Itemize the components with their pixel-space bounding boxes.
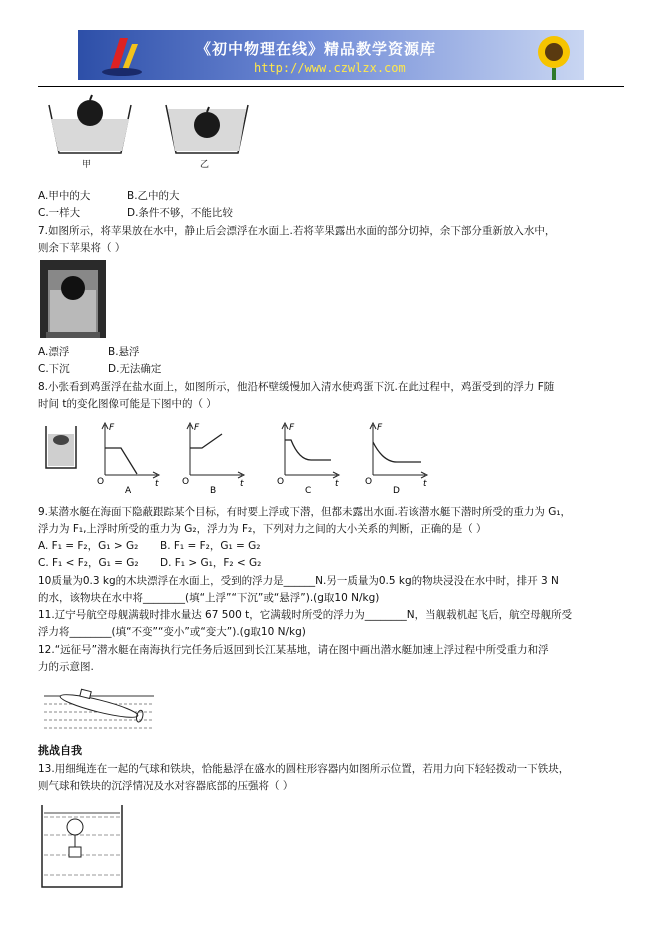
graph-a-yaxis: F (109, 423, 115, 433)
q9-text-2: 浮力为 F₁,上浮时所受的重力为 G₂，浮力为 F₂，下列对力之间的大小关系的判断，正确的是（ ） (38, 523, 487, 535)
q7-text-2: 则余下苹果将（ ） (38, 242, 126, 254)
q10-text-2: 的水，该物块在水中将________(填“上浮”“下沉”或“悬浮”).(g取10 N/kg) (38, 592, 380, 604)
graph-a-origin: O (97, 477, 105, 487)
graph-b-letter: B (210, 486, 217, 496)
graph-c (277, 423, 339, 496)
q8-text-2: 时间 t的变化图像可能是下图中的（ ） (38, 398, 217, 410)
q11-text-2: 浮力将________(填“不变”“变小”或“变大”).(g取10 N/kg) (38, 626, 306, 638)
cup-figure-b (162, 95, 252, 157)
q10-text-1: 10质量为0.3 kg的木块漂浮在水面上，受到的浮力是______N.另一质量为0.5 kg的物块浸没在水中时，排开 3 N (38, 575, 559, 587)
graph-d-origin: O (365, 477, 373, 487)
q7-option-d: D.无法确定 (108, 363, 162, 375)
q7-option-c: C.下沉 (38, 363, 70, 375)
graph-d-letter: D (393, 486, 400, 496)
graph-a (97, 423, 159, 496)
q6-option-d: D.条件不够，不能比较 (127, 207, 233, 219)
figure-label-b: 乙 (200, 160, 210, 170)
graph-c-letter: C (305, 486, 312, 496)
section-heading: 挑战自我 (38, 744, 82, 757)
q8-text-1: 8.小张看到鸡蛋浮在盐水面上，如图所示，他沿杯壁缓慢加入清水使鸡蛋下沉.在此过程中，鸡蛋受到的浮力 F随 (38, 381, 555, 393)
q13-text-2: 则气球和铁块的沉浮情况及水对容器底部的压强将（ ） (38, 780, 294, 792)
q11-text-1: 11.辽宁号航空母舰满载时排水量达 67 500 t，它满载时所受的浮力为________N，当舰载机起飞后，航空母舰所受 (38, 609, 573, 621)
egg-beaker-figure (42, 424, 82, 470)
apple-glass-photo (40, 260, 106, 338)
banner-url[interactable]: http://www.czwlzx.com (254, 61, 406, 75)
q9-text-1: 9.某潜水艇在海面下隐蔽跟踪某个目标，有时要上浮或下潜，但都未露出水面.若该潜水艇下潜时所受的重力为 G₁， (38, 506, 572, 518)
graph-c-yaxis: F (289, 423, 295, 433)
q9-option-a: A. F₁ = F₂，G₁ > G₂ (38, 540, 139, 552)
graph-d-yaxis: F (377, 423, 383, 433)
q6-option-a: A.甲中的大 (38, 190, 91, 202)
q9-option-b: B. F₁ = F₂，G₁ = G₂ (160, 540, 261, 552)
graph-b-yaxis: F (194, 423, 200, 433)
q6-option-c: C.一样大 (38, 207, 81, 219)
graph-a-xaxis: t (155, 479, 159, 489)
graph-c-xaxis: t (335, 479, 339, 489)
q12-text-2: 力的示意图. (38, 661, 94, 673)
q9-option-c: C. F₁ < F₂，G₁ = G₂ (38, 557, 139, 569)
cup-figure-a (45, 95, 135, 157)
q9-option-d: D. F₁ > G₁，F₂ < G₂ (160, 557, 262, 569)
sunflower-image (524, 30, 584, 80)
submarine-figure (44, 684, 156, 734)
q7-option-a: A.漂浮 (38, 346, 70, 358)
q13-text-1: 13.用细绳连在一起的气球和铁块，恰能悬浮在盛水的圆柱形容器内如图所示位置，若用力向下轻轻拨动一下铁块， (38, 763, 570, 775)
q7-text-1: 7.如图所示，将苹果放在水中，静止后会漂浮在水面上.若将苹果露出水面的部分切掉，余下部分重新放入水中， (38, 225, 556, 237)
graph-d-xaxis: t (423, 479, 427, 489)
banner-title: 《初中物理在线》精品教学资源库 (196, 40, 437, 58)
figure-label-a: 甲 (82, 160, 92, 170)
balloon-container-figure (40, 803, 124, 889)
graph-b-origin: O (182, 477, 190, 487)
graph-b (182, 423, 244, 496)
graph-a-letter: A (125, 486, 132, 496)
q7-option-b: B.悬浮 (108, 346, 140, 358)
header-banner (78, 30, 584, 80)
graph-c-origin: O (277, 477, 285, 487)
header-rule (38, 86, 624, 87)
q8-graphs (95, 420, 425, 495)
graph-d (365, 423, 427, 496)
graph-b-xaxis: t (240, 479, 244, 489)
q12-text-1: 12.“远征号”潜水艇在南海执行完任务后返回到长江某基地，请在图中画出潜水艇加速上浮过程中所受重力和浮 (38, 644, 549, 656)
q6-option-b: B.乙中的大 (127, 190, 180, 202)
site-logo (98, 30, 158, 80)
